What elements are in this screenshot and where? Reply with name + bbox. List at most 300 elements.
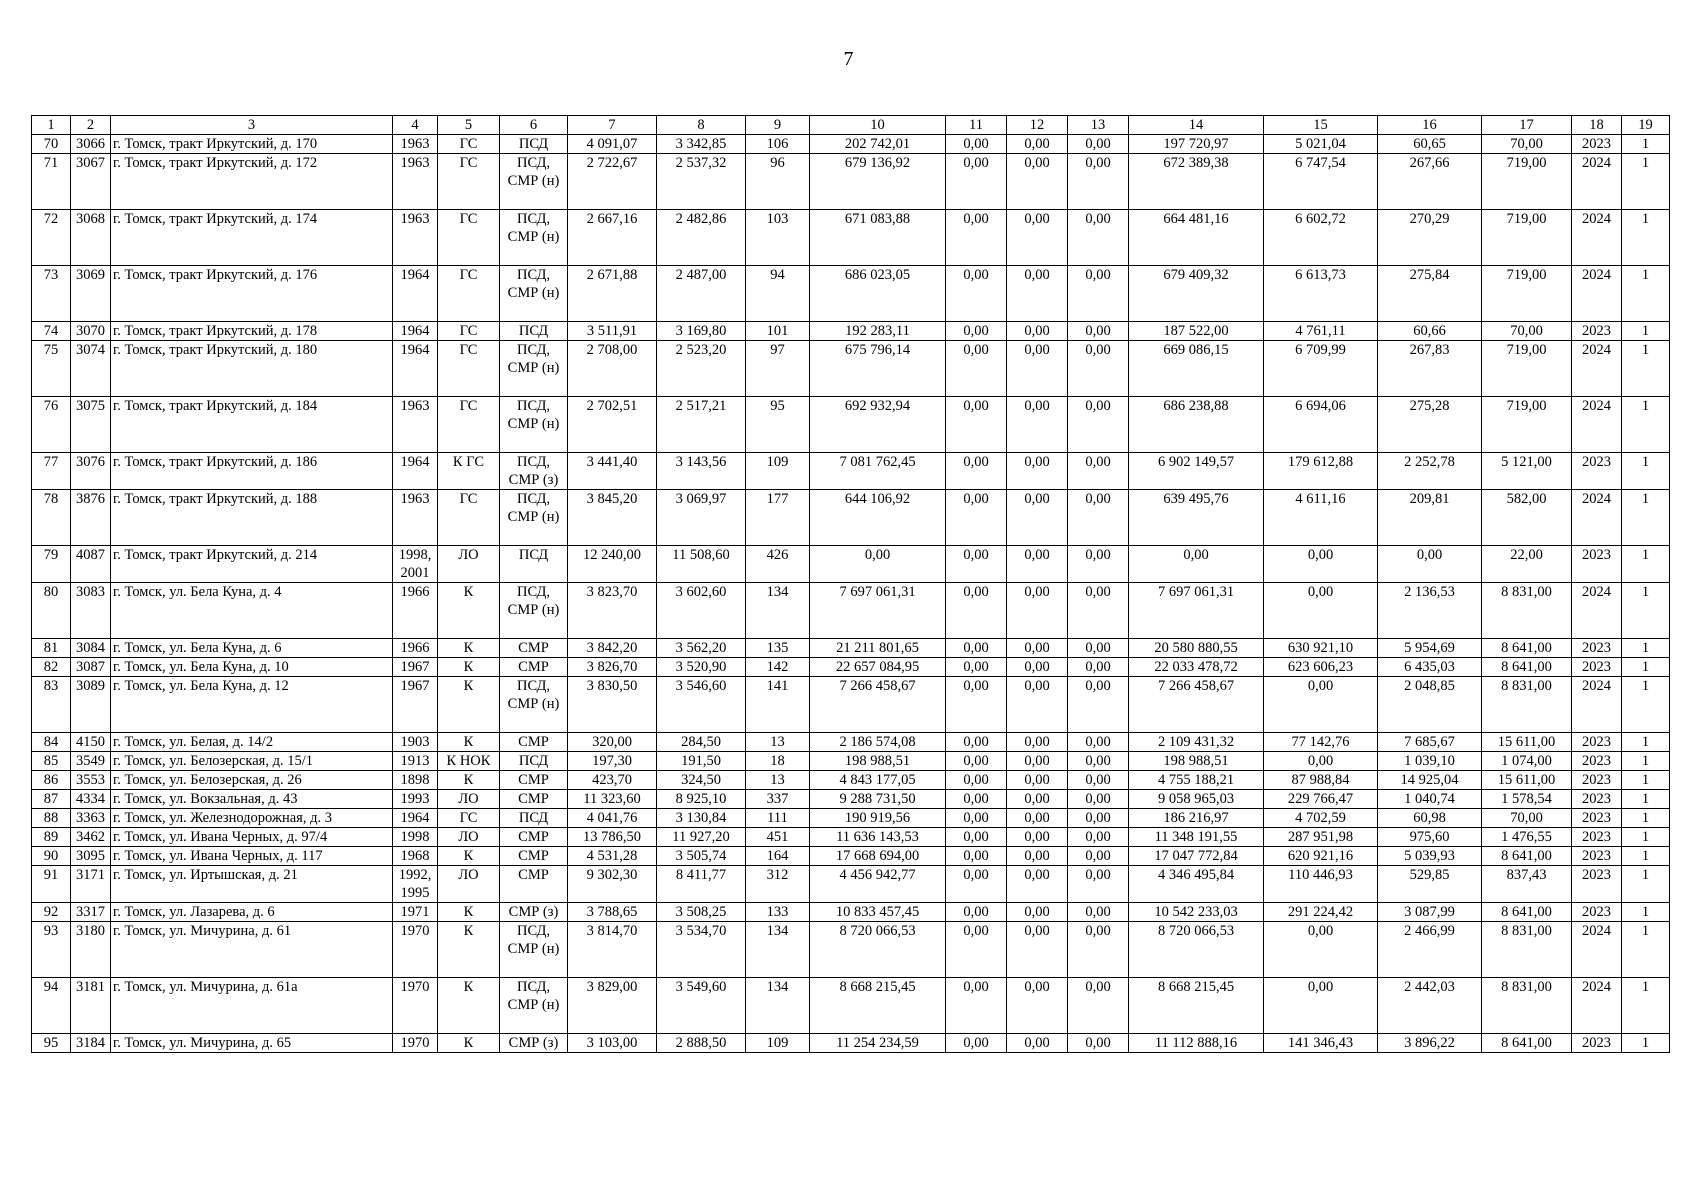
cell-year-built: 1963	[393, 490, 438, 546]
cell-wall-material: ЛО	[438, 790, 500, 809]
cell-max-unit-cost: 719,00	[1482, 341, 1572, 397]
cell-total-cost: 190 919,56	[810, 809, 946, 828]
cell-work-type: СМР	[500, 866, 568, 903]
cell-max-unit-cost: 5 121,00	[1482, 453, 1572, 490]
table-row	[32, 154, 1670, 210]
cell-plan-year: 2024	[1572, 922, 1622, 978]
cell-plan-year: 2023	[1572, 135, 1622, 154]
cell-col-11: 0,00	[946, 1034, 1007, 1053]
cell-col-12: 0,00	[1007, 866, 1068, 903]
cell-wall-material: К	[438, 658, 500, 677]
column-header-4: 4	[393, 116, 438, 135]
cell-max-unit-cost: 8 641,00	[1482, 1034, 1572, 1053]
cell-row-number: 80	[32, 583, 71, 639]
cell-col-19: 1	[1622, 866, 1670, 903]
cell-col-11: 0,00	[946, 154, 1007, 210]
cell-plan-year: 2024	[1572, 154, 1622, 210]
cell-col-19: 1	[1622, 978, 1670, 1034]
cell-plan-year: 2024	[1572, 341, 1622, 397]
cell-col-12: 0,00	[1007, 453, 1068, 490]
cell-code: 3087	[71, 658, 111, 677]
cell-address: г. Томск, ул. Белозерская, д. 15/1	[111, 752, 393, 771]
cell-col-11: 0,00	[946, 677, 1007, 733]
cell-owner-funds: 4 755 188,21	[1129, 771, 1264, 790]
cell-col-13: 0,00	[1068, 658, 1129, 677]
table-row	[32, 266, 1670, 322]
table-row	[32, 341, 1670, 397]
cell-work-type: СМР (з)	[500, 903, 568, 922]
cell-col-15: 4 761,11	[1264, 322, 1378, 341]
cell-work-type: СМР	[500, 733, 568, 752]
cell-col-15: 87 988,84	[1264, 771, 1378, 790]
cell-living-area: 3 130,84	[657, 809, 746, 828]
cell-total-cost: 8 720 066,53	[810, 922, 946, 978]
cell-total-area: 320,00	[568, 733, 657, 752]
cell-col-15: 6 613,73	[1264, 266, 1378, 322]
cell-col-15: 4 611,16	[1264, 490, 1378, 546]
cell-unit-cost: 14 925,04	[1378, 771, 1482, 790]
cell-owner-funds: 9 058 965,03	[1129, 790, 1264, 809]
cell-owner-funds: 669 086,15	[1129, 341, 1264, 397]
cell-total-cost: 679 136,92	[810, 154, 946, 210]
cell-code: 3363	[71, 809, 111, 828]
cell-col-12: 0,00	[1007, 210, 1068, 266]
cell-wall-material: К	[438, 847, 500, 866]
column-header-16: 16	[1378, 116, 1482, 135]
cell-col-12: 0,00	[1007, 266, 1068, 322]
cell-col-11: 0,00	[946, 922, 1007, 978]
cell-unit-cost: 0,00	[1378, 546, 1482, 583]
cell-residents: 134	[746, 583, 810, 639]
cell-living-area: 3 143,56	[657, 453, 746, 490]
cell-work-type: СМР	[500, 828, 568, 847]
cell-address: г. Томск, ул. Иртышская, д. 21	[111, 866, 393, 903]
cell-unit-cost: 975,60	[1378, 828, 1482, 847]
cell-work-type: СМР	[500, 639, 568, 658]
cell-code: 4087	[71, 546, 111, 583]
cell-total-cost: 4 456 942,77	[810, 866, 946, 903]
cell-max-unit-cost: 1 578,54	[1482, 790, 1572, 809]
table-row	[32, 453, 1670, 490]
cell-plan-year: 2023	[1572, 752, 1622, 771]
cell-code: 3095	[71, 847, 111, 866]
cell-plan-year: 2023	[1572, 771, 1622, 790]
cell-total-area: 3 788,65	[568, 903, 657, 922]
cell-wall-material: К	[438, 639, 500, 658]
cell-code: 3074	[71, 341, 111, 397]
cell-col-19: 1	[1622, 341, 1670, 397]
cell-col-19: 1	[1622, 135, 1670, 154]
cell-col-19: 1	[1622, 266, 1670, 322]
cell-col-19: 1	[1622, 210, 1670, 266]
column-header-9: 9	[746, 116, 810, 135]
cell-wall-material: ЛО	[438, 546, 500, 583]
cell-work-type: ПСД, СМР (н)	[500, 978, 568, 1034]
cell-col-15: 179 612,88	[1264, 453, 1378, 490]
cell-col-12: 0,00	[1007, 733, 1068, 752]
cell-code: 3066	[71, 135, 111, 154]
cell-col-12: 0,00	[1007, 752, 1068, 771]
cell-row-number: 75	[32, 341, 71, 397]
cell-wall-material: К	[438, 1034, 500, 1053]
cell-col-12: 0,00	[1007, 978, 1068, 1034]
cell-plan-year: 2023	[1572, 790, 1622, 809]
cell-col-13: 0,00	[1068, 583, 1129, 639]
cell-col-13: 0,00	[1068, 341, 1129, 397]
cell-row-number: 86	[32, 771, 71, 790]
cell-wall-material: ГС	[438, 397, 500, 453]
cell-living-area: 3 169,80	[657, 322, 746, 341]
cell-living-area: 2 537,32	[657, 154, 746, 210]
cell-col-11: 0,00	[946, 809, 1007, 828]
cell-wall-material: К	[438, 922, 500, 978]
cell-col-13: 0,00	[1068, 154, 1129, 210]
cell-total-area: 2 702,51	[568, 397, 657, 453]
table-row	[32, 1034, 1670, 1053]
cell-col-11: 0,00	[946, 546, 1007, 583]
column-header-11: 11	[946, 116, 1007, 135]
cell-total-area: 11 323,60	[568, 790, 657, 809]
cell-col-13: 0,00	[1068, 322, 1129, 341]
cell-year-built: 1968	[393, 847, 438, 866]
cell-total-area: 2 671,88	[568, 266, 657, 322]
cell-col-13: 0,00	[1068, 453, 1129, 490]
cell-work-type: ПСД	[500, 752, 568, 771]
cell-wall-material: К	[438, 771, 500, 790]
cell-year-built: 1967	[393, 677, 438, 733]
cell-col-12: 0,00	[1007, 154, 1068, 210]
column-header-3: 3	[111, 116, 393, 135]
cell-code: 3070	[71, 322, 111, 341]
cell-address: г. Томск, тракт Иркутский, д. 178	[111, 322, 393, 341]
cell-owner-funds: 6 902 149,57	[1129, 453, 1264, 490]
cell-col-19: 1	[1622, 546, 1670, 583]
cell-col-19: 1	[1622, 752, 1670, 771]
cell-code: 3171	[71, 866, 111, 903]
cell-year-built: 1964	[393, 322, 438, 341]
cell-col-12: 0,00	[1007, 490, 1068, 546]
cell-col-13: 0,00	[1068, 397, 1129, 453]
cell-col-12: 0,00	[1007, 658, 1068, 677]
cell-max-unit-cost: 70,00	[1482, 809, 1572, 828]
cell-code: 3068	[71, 210, 111, 266]
column-header-14: 14	[1129, 116, 1264, 135]
cell-total-area: 3 826,70	[568, 658, 657, 677]
cell-total-cost: 202 742,01	[810, 135, 946, 154]
cell-total-area: 3 441,40	[568, 453, 657, 490]
cell-work-type: ПСД, СМР (н)	[500, 266, 568, 322]
cell-unit-cost: 2 442,03	[1378, 978, 1482, 1034]
cell-living-area: 11 927,20	[657, 828, 746, 847]
cell-col-12: 0,00	[1007, 322, 1068, 341]
cell-wall-material: К	[438, 583, 500, 639]
table-row	[32, 922, 1670, 978]
cell-residents: 135	[746, 639, 810, 658]
cell-living-area: 2 888,50	[657, 1034, 746, 1053]
cell-work-type: ПСД	[500, 322, 568, 341]
cell-total-area: 2 667,16	[568, 210, 657, 266]
cell-total-area: 13 786,50	[568, 828, 657, 847]
cell-col-13: 0,00	[1068, 847, 1129, 866]
cell-col-11: 0,00	[946, 453, 1007, 490]
cell-total-cost: 11 254 234,59	[810, 1034, 946, 1053]
cell-residents: 95	[746, 397, 810, 453]
cell-total-cost: 692 932,94	[810, 397, 946, 453]
cell-col-15: 6 602,72	[1264, 210, 1378, 266]
table-header-row	[32, 116, 1670, 135]
cell-max-unit-cost: 15 611,00	[1482, 733, 1572, 752]
cell-residents: 109	[746, 1034, 810, 1053]
cell-col-12: 0,00	[1007, 771, 1068, 790]
cell-col-19: 1	[1622, 639, 1670, 658]
cell-col-11: 0,00	[946, 397, 1007, 453]
cell-address: г. Томск, ул. Мичурина, д. 61	[111, 922, 393, 978]
page-number: 7	[843, 48, 854, 70]
cell-year-built: 1967	[393, 658, 438, 677]
cell-col-19: 1	[1622, 847, 1670, 866]
cell-year-built: 1964	[393, 266, 438, 322]
cell-total-cost: 21 211 801,65	[810, 639, 946, 658]
cell-owner-funds: 186 216,97	[1129, 809, 1264, 828]
cell-work-type: СМР	[500, 847, 568, 866]
cell-living-area: 191,50	[657, 752, 746, 771]
cell-col-13: 0,00	[1068, 978, 1129, 1034]
cell-code: 3180	[71, 922, 111, 978]
cell-owner-funds: 11 348 191,55	[1129, 828, 1264, 847]
cell-plan-year: 2024	[1572, 583, 1622, 639]
cell-col-19: 1	[1622, 397, 1670, 453]
cell-living-area: 11 508,60	[657, 546, 746, 583]
cell-residents: 312	[746, 866, 810, 903]
cell-unit-cost: 5 954,69	[1378, 639, 1482, 658]
cell-unit-cost: 267,83	[1378, 341, 1482, 397]
cell-owner-funds: 679 409,32	[1129, 266, 1264, 322]
cell-unit-cost: 529,85	[1378, 866, 1482, 903]
cell-wall-material: К	[438, 903, 500, 922]
table-row	[32, 210, 1670, 266]
cell-year-built: 1964	[393, 453, 438, 490]
column-header-19: 19	[1622, 116, 1670, 135]
cell-col-11: 0,00	[946, 490, 1007, 546]
cell-total-cost: 192 283,11	[810, 322, 946, 341]
cell-address: г. Томск, тракт Иркутский, д. 188	[111, 490, 393, 546]
cell-address: г. Томск, тракт Иркутский, д. 184	[111, 397, 393, 453]
table-row	[32, 809, 1670, 828]
cell-residents: 426	[746, 546, 810, 583]
cell-code: 3549	[71, 752, 111, 771]
cell-total-area: 2 722,67	[568, 154, 657, 210]
cell-wall-material: ГС	[438, 322, 500, 341]
cell-total-area: 3 829,00	[568, 978, 657, 1034]
cell-owner-funds: 686 238,88	[1129, 397, 1264, 453]
cell-total-cost: 7 266 458,67	[810, 677, 946, 733]
cell-row-number: 95	[32, 1034, 71, 1053]
cell-row-number: 83	[32, 677, 71, 733]
cell-owner-funds: 672 389,38	[1129, 154, 1264, 210]
table-row	[32, 658, 1670, 677]
cell-residents: 111	[746, 809, 810, 828]
cell-address: г. Томск, тракт Иркутский, д. 170	[111, 135, 393, 154]
cell-max-unit-cost: 8 831,00	[1482, 922, 1572, 978]
cell-total-area: 3 814,70	[568, 922, 657, 978]
cell-max-unit-cost: 1 476,55	[1482, 828, 1572, 847]
cell-plan-year: 2023	[1572, 322, 1622, 341]
cell-code: 3067	[71, 154, 111, 210]
cell-unit-cost: 7 685,67	[1378, 733, 1482, 752]
cell-wall-material: ГС	[438, 154, 500, 210]
cell-max-unit-cost: 70,00	[1482, 322, 1572, 341]
cell-row-number: 71	[32, 154, 71, 210]
table-row	[32, 397, 1670, 453]
cell-col-12: 0,00	[1007, 903, 1068, 922]
cell-year-built: 1966	[393, 583, 438, 639]
cell-unit-cost: 3 087,99	[1378, 903, 1482, 922]
cell-living-area: 3 508,25	[657, 903, 746, 922]
cell-address: г. Томск, тракт Иркутский, д. 176	[111, 266, 393, 322]
cell-living-area: 2 482,86	[657, 210, 746, 266]
cell-plan-year: 2023	[1572, 733, 1622, 752]
cell-row-number: 89	[32, 828, 71, 847]
column-header-12: 12	[1007, 116, 1068, 135]
cell-total-area: 3 830,50	[568, 677, 657, 733]
cell-col-11: 0,00	[946, 135, 1007, 154]
cell-living-area: 3 562,20	[657, 639, 746, 658]
cell-plan-year: 2024	[1572, 266, 1622, 322]
cell-total-cost: 7 697 061,31	[810, 583, 946, 639]
cell-year-built: 1898	[393, 771, 438, 790]
cell-col-11: 0,00	[946, 733, 1007, 752]
cell-code: 3317	[71, 903, 111, 922]
cell-owner-funds: 20 580 880,55	[1129, 639, 1264, 658]
cell-col-13: 0,00	[1068, 752, 1129, 771]
cell-col-19: 1	[1622, 828, 1670, 847]
cell-residents: 101	[746, 322, 810, 341]
cell-col-19: 1	[1622, 790, 1670, 809]
cell-col-15: 6 709,99	[1264, 341, 1378, 397]
cell-col-15: 110 446,93	[1264, 866, 1378, 903]
cell-unit-cost: 6 435,03	[1378, 658, 1482, 677]
cell-unit-cost: 2 048,85	[1378, 677, 1482, 733]
cell-owner-funds: 198 988,51	[1129, 752, 1264, 771]
table-row	[32, 866, 1670, 903]
cell-col-11: 0,00	[946, 828, 1007, 847]
cell-plan-year: 2024	[1572, 978, 1622, 1034]
cell-col-12: 0,00	[1007, 583, 1068, 639]
cell-col-15: 77 142,76	[1264, 733, 1378, 752]
cell-max-unit-cost: 837,43	[1482, 866, 1572, 903]
table-row	[32, 135, 1670, 154]
cell-living-area: 3 602,60	[657, 583, 746, 639]
cell-col-13: 0,00	[1068, 922, 1129, 978]
cell-wall-material: ГС	[438, 490, 500, 546]
cell-year-built: 1963	[393, 135, 438, 154]
cell-col-12: 0,00	[1007, 135, 1068, 154]
cell-year-built: 1966	[393, 639, 438, 658]
cell-row-number: 91	[32, 866, 71, 903]
cell-col-11: 0,00	[946, 752, 1007, 771]
cell-col-13: 0,00	[1068, 210, 1129, 266]
cell-plan-year: 2023	[1572, 828, 1622, 847]
cell-year-built: 1963	[393, 397, 438, 453]
cell-work-type: СМР	[500, 790, 568, 809]
cell-col-11: 0,00	[946, 322, 1007, 341]
cell-col-11: 0,00	[946, 771, 1007, 790]
cell-col-12: 0,00	[1007, 847, 1068, 866]
cell-work-type: ПСД, СМР (н)	[500, 341, 568, 397]
cell-total-area: 3 511,91	[568, 322, 657, 341]
table-row	[32, 490, 1670, 546]
cell-max-unit-cost: 719,00	[1482, 397, 1572, 453]
cell-row-number: 88	[32, 809, 71, 828]
cell-row-number: 90	[32, 847, 71, 866]
cell-col-13: 0,00	[1068, 639, 1129, 658]
cell-wall-material: ГС	[438, 341, 500, 397]
cell-max-unit-cost: 719,00	[1482, 266, 1572, 322]
cell-address: г. Томск, тракт Иркутский, д. 186	[111, 453, 393, 490]
cell-total-area: 4 041,76	[568, 809, 657, 828]
cell-owner-funds: 22 033 478,72	[1129, 658, 1264, 677]
cell-total-area: 197,30	[568, 752, 657, 771]
cell-residents: 18	[746, 752, 810, 771]
cell-col-19: 1	[1622, 490, 1670, 546]
cell-plan-year: 2024	[1572, 397, 1622, 453]
cell-code: 3181	[71, 978, 111, 1034]
cell-address: г. Томск, тракт Иркутский, д. 174	[111, 210, 393, 266]
cell-owner-funds: 8 720 066,53	[1129, 922, 1264, 978]
cell-year-built: 1964	[393, 341, 438, 397]
column-header-15: 15	[1264, 116, 1378, 135]
cell-wall-material: ГС	[438, 135, 500, 154]
cell-total-cost: 0,00	[810, 546, 946, 583]
cell-col-11: 0,00	[946, 639, 1007, 658]
cell-row-number: 87	[32, 790, 71, 809]
cell-wall-material: ЛО	[438, 828, 500, 847]
cell-residents: 106	[746, 135, 810, 154]
cell-unit-cost: 5 039,93	[1378, 847, 1482, 866]
column-header-13: 13	[1068, 116, 1129, 135]
cell-total-area: 3 842,20	[568, 639, 657, 658]
cell-work-type: ПСД, СМР (н)	[500, 922, 568, 978]
cell-address: г. Томск, тракт Иркутский, д. 180	[111, 341, 393, 397]
cell-address: г. Томск, ул. Бела Куна, д. 6	[111, 639, 393, 658]
cell-code: 4150	[71, 733, 111, 752]
cell-col-15: 291 224,42	[1264, 903, 1378, 922]
cell-plan-year: 2024	[1572, 210, 1622, 266]
cell-residents: 337	[746, 790, 810, 809]
cell-year-built: 1903	[393, 733, 438, 752]
cell-unit-cost: 267,66	[1378, 154, 1482, 210]
cell-col-12: 0,00	[1007, 1034, 1068, 1053]
cell-total-area: 423,70	[568, 771, 657, 790]
table-row	[32, 639, 1670, 658]
cell-row-number: 84	[32, 733, 71, 752]
cell-col-13: 0,00	[1068, 490, 1129, 546]
cell-col-13: 0,00	[1068, 809, 1129, 828]
cell-owner-funds: 0,00	[1129, 546, 1264, 583]
cell-col-19: 1	[1622, 733, 1670, 752]
cell-living-area: 324,50	[657, 771, 746, 790]
cell-row-number: 93	[32, 922, 71, 978]
cell-total-cost: 675 796,14	[810, 341, 946, 397]
cell-col-13: 0,00	[1068, 903, 1129, 922]
cell-col-15: 623 606,23	[1264, 658, 1378, 677]
table-row	[32, 752, 1670, 771]
cell-total-area: 3 845,20	[568, 490, 657, 546]
cell-year-built: 1964	[393, 809, 438, 828]
cell-owner-funds: 11 112 888,16	[1129, 1034, 1264, 1053]
cell-col-11: 0,00	[946, 866, 1007, 903]
cell-col-19: 1	[1622, 1034, 1670, 1053]
